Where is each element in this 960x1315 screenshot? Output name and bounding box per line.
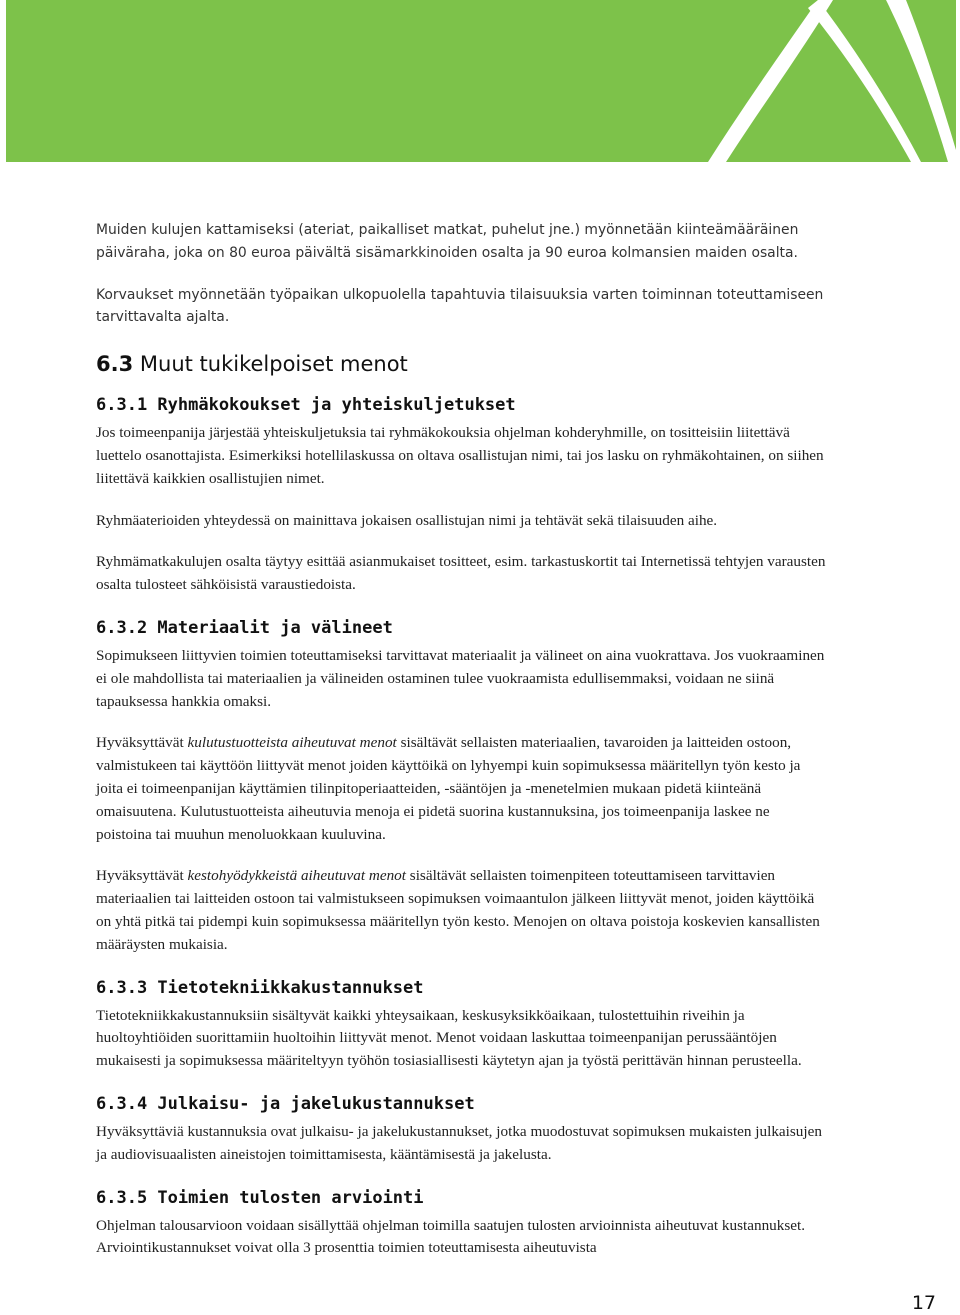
paragraph-631-2: Ryhmäaterioiden yhteydessä on mainittava jokaisen osallistujan nimi ja tehtävät sekä tilaisuuden aihe. [96,511,718,529]
paragraph-631-3: Ryhmämatkakulujen osalta täytyy esittää asianmukaiset tositteet, esim. tarkastuskortit tai Internetissä tehtyjen varausten osalta tulosteet sähköisistä varaustiedoista. [96,553,826,594]
intro-paragraph-2: Korvaukset myönnetään työpaikan ulkopuolella tapahtuvia tilaisuuksia varten toiminnan toteuttamiseen tarvittavalta ajalta. [96,286,824,326]
document-body [96,219,826,1260]
emphasis-text: kulutustuotteista aiheutuvat menot [187,734,397,752]
text-run: Hyväksyttävät [96,734,188,752]
section-title: Muut tukikelpoiset menot [139,352,408,377]
leaf-decoration-icon [6,0,956,162]
text-run: sisältävät sellaisten materiaalien, tavaroiden ja laitteiden ostoon, valmistukeen tai käyttöön liittyvät menot joiden käyttöikä on lyhyempi kuin sopimuksessa määritellyn työn kesto ja joita ei toimeenpanijan käyttämien tilinpitoperiaatteiden, -sääntöjen ja -menetelmien mukaan pidetä kiinteänä omaisuutena. Kulutustuotteista aiheutuvia menoja ei pidetä suorina kustannuksina, jos toimeenpanija laskee ne poistoina tai muuhun menoluokkaan kuuluvina. [96,734,801,843]
paragraph-631-1: Jos toimeenpanija järjestää yhteiskuljetuksia tai ryhmäkokouksia ohjelman kohderyhmille, on tositteisiin liitettävä luettelo osanottajista. Esimerkiksi hotellilaskussa on oltava osallistujan nimi, tai jos lasku on ryhmäkohtainen, on siihen liitettävä kaikkien osallistujien nimet. [96,424,824,487]
paragraph-634-1: Hyväksyttäviä kustannuksia ovat julkaisu- ja jakelukustannukset, jotka muodostuvat sopimuksen mukaisten julkaisujen ja audiovisuaalisten aineistojen toimittamisesta, kääntämisestä ja jakelusta. [96,1122,822,1163]
subsection-heading-633: 6.3.3 Tietotekniikkakustannukset [96,977,424,998]
paragraph-632-1: Sopimukseen liittyvien toimien toteuttamiseksi tarvittavat materiaalit ja välineet on aina vuokrattava. Jos vuokraaminen ei ole mahdollista tai materiaalien ja välineiden ostaminen tulee vuokraamista edullisemmaksi, voidaan ne siinä tapauksessa hankkia omaksi. [96,646,825,710]
subsection-heading-631: 6.3.1 Ryhmäkokoukset ja yhteiskuljetukset [96,395,516,416]
header-banner [6,0,956,162]
section-number: 6.3 [96,352,134,377]
section-heading [96,349,826,379]
subsection-heading-635: 6.3.5 Toimien tulosten arviointi [96,1187,424,1208]
subsection-heading-632: 6.3.2 Materiaalit ja välineet [96,617,393,638]
intro-paragraph-1: Muiden kulujen kattamiseksi (ateriat, paikalliset matkat, puhelut jne.) myönnetään kiinteämääräinen päiväraha, joka on 80 euroa päivältä sisämarkkinoiden osalta ja 90 euroa kolmansien maiden osalta. [96,222,799,261]
paragraph-635-1: Ohjelman talousarvioon voidaan sisällyttää ohjelman toimilla saatujen tulosten arvioinnista aiheutuvat kustannukset. Arviointikustannukset voivat olla 3 prosenttia toimien toteuttamisesta aiheutuvista [96,1216,806,1257]
paragraph-633-1: Tietotekniikkakustannuksiin sisältyvät kaikki yhteysaikaan, keskusyksikköaikaan, tulostettuihin riveihin ja huoltoyhtiöiden suorittamiin huoltoihin liittyvät menot. Menot voidaan laskuttaa toimeenpanijan perussääntöjen mukaisesti ja sopimuksessa määriteltyyn työhön tosiasiallisesti käytetyn ajan ja työstä perittävän hinnan perusteella. [96,1006,802,1070]
emphasis-text: kestohyödykkeistä aiheutuvat menot [187,867,406,885]
subsection-heading-634: 6.3.4 Julkaisu- ja jakelukustannukset [96,1093,475,1114]
page-number: 17 [911,1292,936,1314]
paragraph-632-2 [96,732,826,846]
text-run: Hyväksyttävät [96,867,188,885]
text-run: sisältävät sellaisten toimenpiteen toteuttamiseen tarvittavien materiaalien tai laitteiden ostoon tai valmistukseen sopimuksen voimaantulon jälkeen liittyvät menot, joiden käyttöikä on yhtä pitkä tai pidempi kuin sopimuksessa määritellyn työn kesto. Menojen on oltava poistoja koskevien kansallisten määräysten mukaisia. [96,867,820,953]
paragraph-632-3 [96,865,826,956]
